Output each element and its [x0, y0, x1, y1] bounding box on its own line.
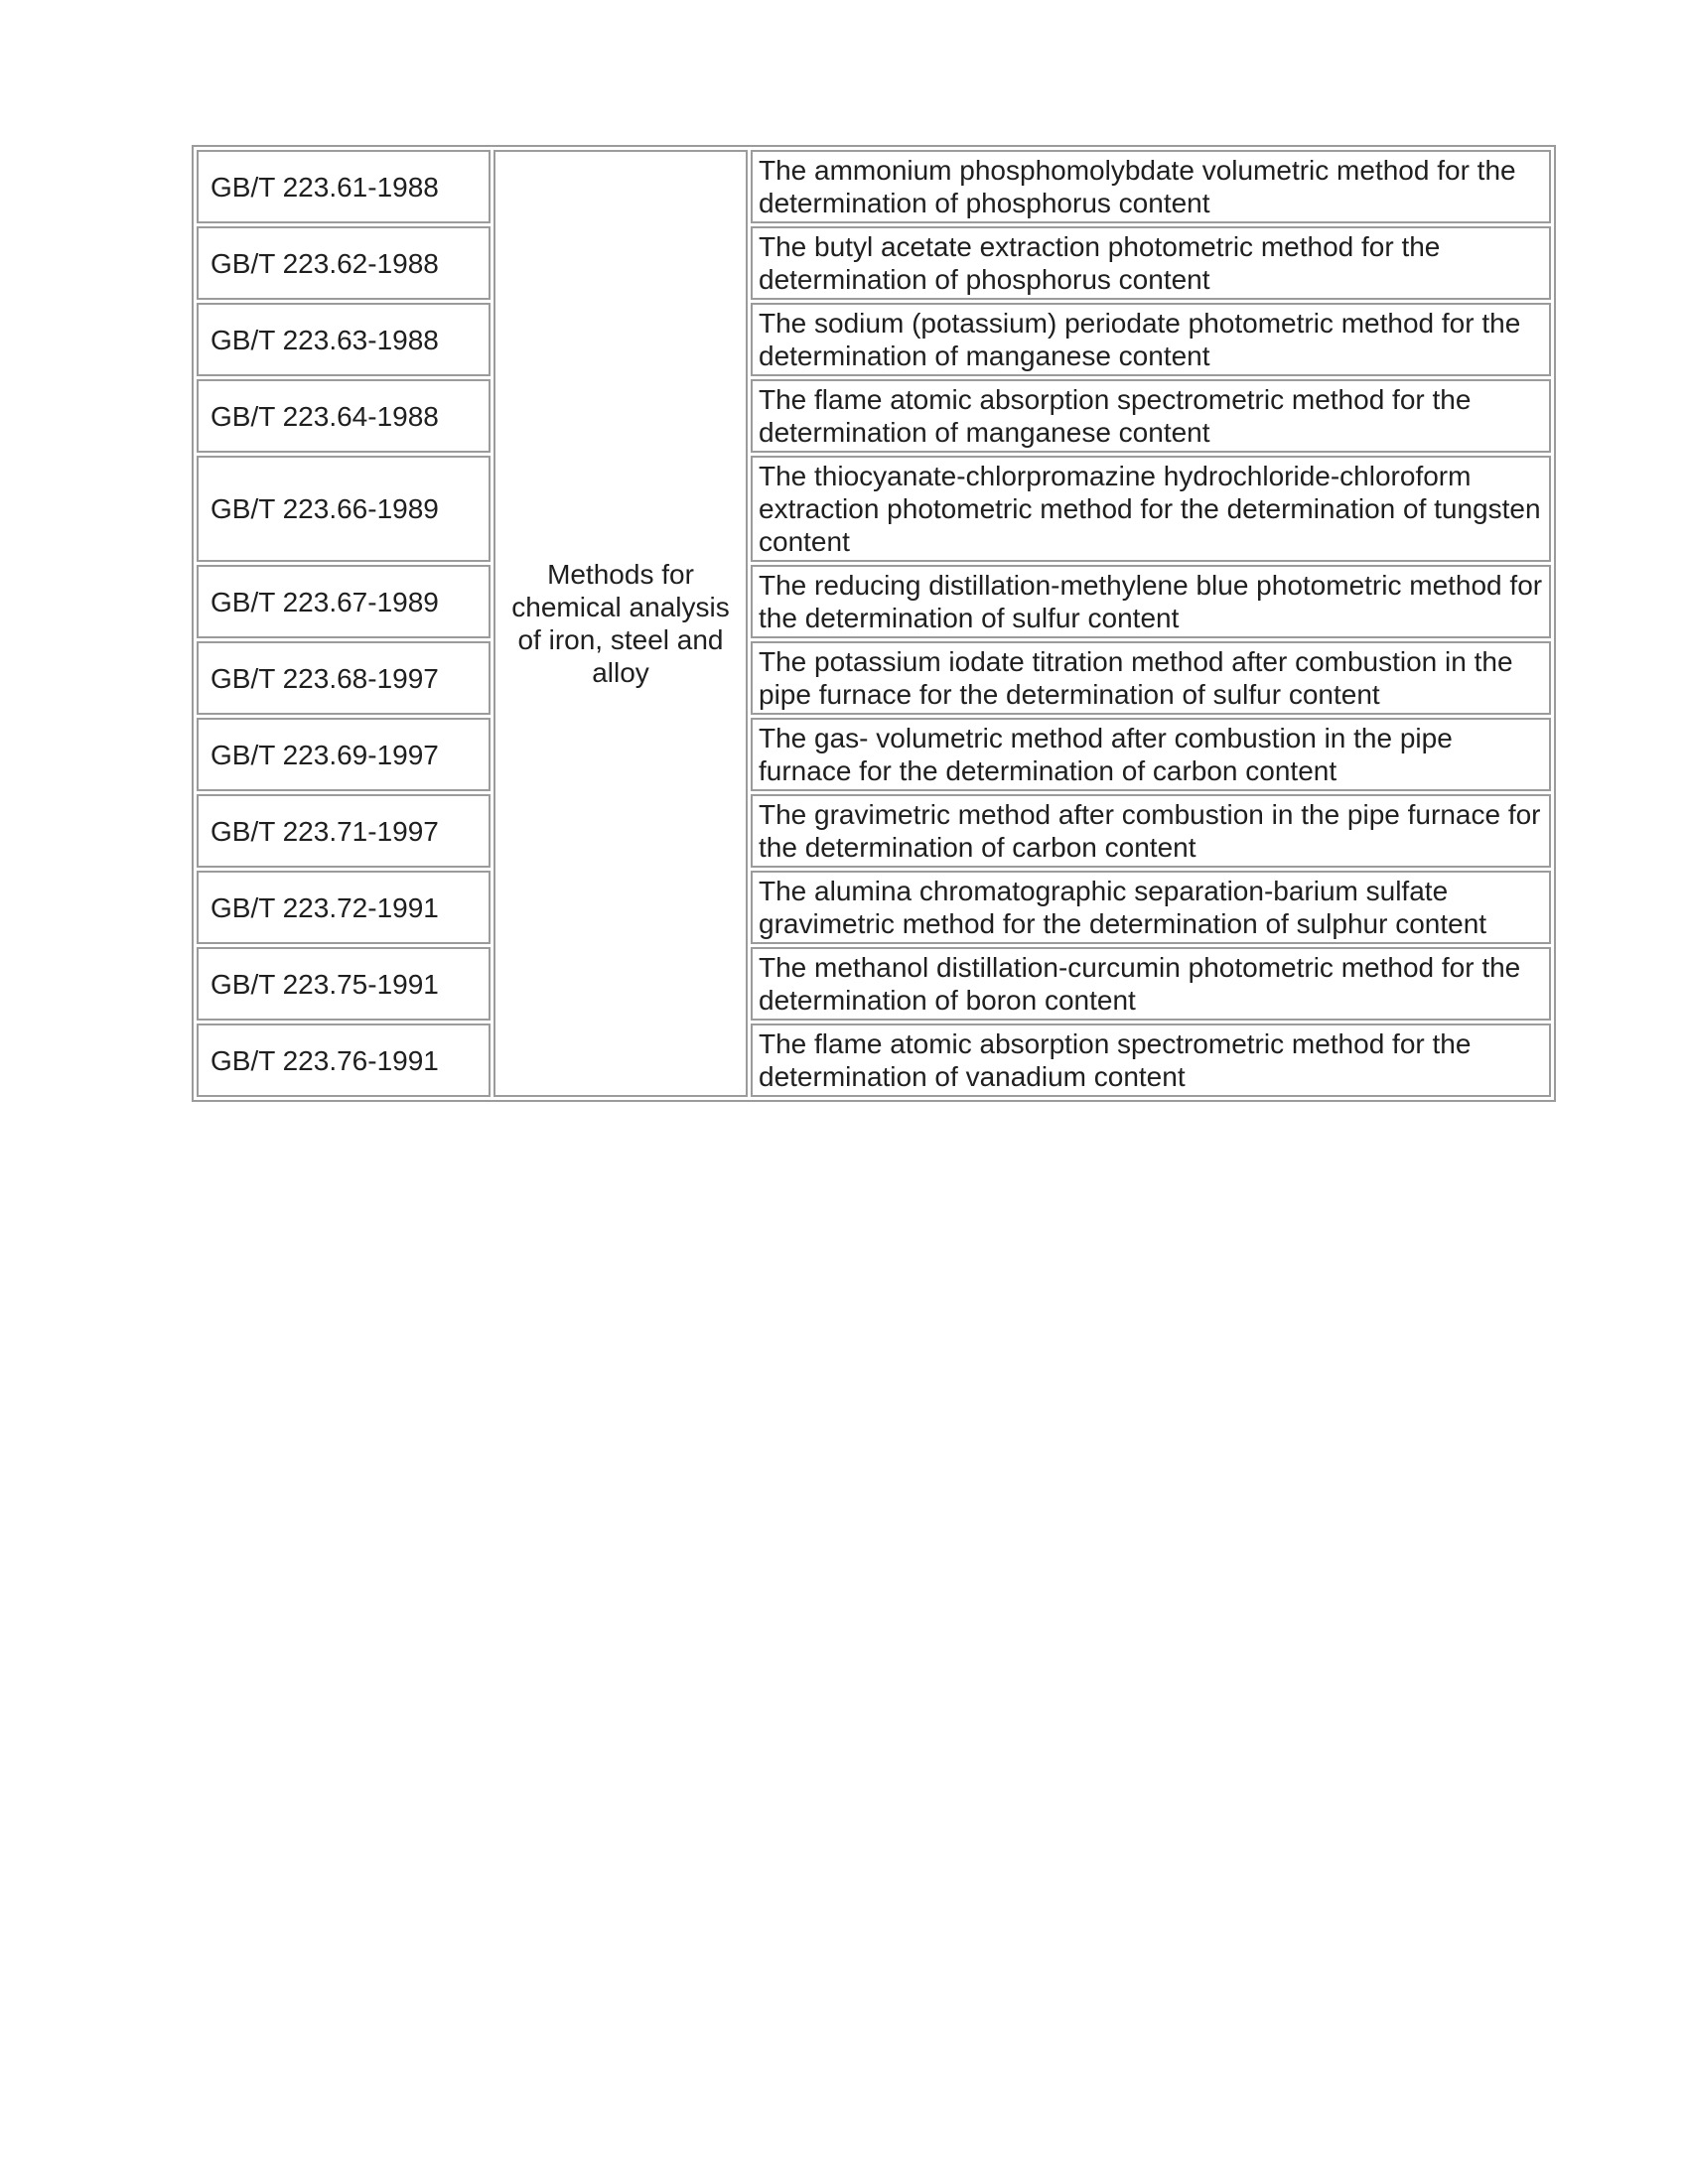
standard-code: GB/T 223.75-1991 — [197, 947, 491, 1021]
table-row — [197, 641, 1551, 715]
standard-code: GB/T 223.61-1988 — [197, 150, 491, 223]
standard-code: GB/T 223.63-1988 — [197, 303, 491, 376]
table-row — [197, 226, 1551, 300]
standard-description: The flame atomic absorption spectrometric method for the determination of vanadium content — [751, 1024, 1551, 1097]
table-row — [197, 565, 1551, 638]
category-cell: Methods for chemical analysis of iron, steel and alloy — [493, 150, 748, 1097]
table-row — [197, 379, 1551, 453]
standard-description: The sodium (potassium) periodate photometric method for the determination of manganese content — [751, 303, 1551, 376]
standard-code: GB/T 223.67-1989 — [197, 565, 491, 638]
standard-description: The ammonium phosphomolybdate volumetric method for the determination of phosphorus content — [751, 150, 1551, 223]
table-row — [197, 1024, 1551, 1097]
table-row — [197, 794, 1551, 868]
standard-code: GB/T 223.69-1997 — [197, 718, 491, 791]
table-row — [197, 947, 1551, 1021]
standard-description: The alumina chromatographic separation-barium sulfate gravimetric method for the determination of sulphur content — [751, 871, 1551, 944]
standard-description: The gas- volumetric method after combustion in the pipe furnace for the determination of carbon content — [751, 718, 1551, 791]
table-row — [197, 871, 1551, 944]
standard-code: GB/T 223.68-1997 — [197, 641, 491, 715]
table-row — [197, 718, 1551, 791]
table-row — [197, 456, 1551, 562]
standard-code: GB/T 223.66-1989 — [197, 456, 491, 562]
standard-code: GB/T 223.71-1997 — [197, 794, 491, 868]
table-row — [197, 150, 1551, 223]
standard-description: The reducing distillation-methylene blue photometric method for the determination of sulfur content — [751, 565, 1551, 638]
standards-table-container — [192, 145, 1556, 1102]
standard-code: GB/T 223.76-1991 — [197, 1024, 491, 1097]
standard-description: The flame atomic absorption spectrometric method for the determination of manganese content — [751, 379, 1551, 453]
standard-description: The methanol distillation-curcumin photometric method for the determination of boron content — [751, 947, 1551, 1021]
standard-code: GB/T 223.64-1988 — [197, 379, 491, 453]
standards-table — [192, 145, 1556, 1102]
standard-description: The gravimetric method after combustion in the pipe furnace for the determination of carbon content — [751, 794, 1551, 868]
standard-description: The thiocyanate-chlorpromazine hydrochloride-chloroform extraction photometric method for the determination of tungsten content — [751, 456, 1551, 562]
standard-code: GB/T 223.72-1991 — [197, 871, 491, 944]
standard-code: GB/T 223.62-1988 — [197, 226, 491, 300]
table-row — [197, 303, 1551, 376]
standard-description: The butyl acetate extraction photometric method for the determination of phosphorus content — [751, 226, 1551, 300]
standard-description: The potassium iodate titration method after combustion in the pipe furnace for the determination of sulfur content — [751, 641, 1551, 715]
